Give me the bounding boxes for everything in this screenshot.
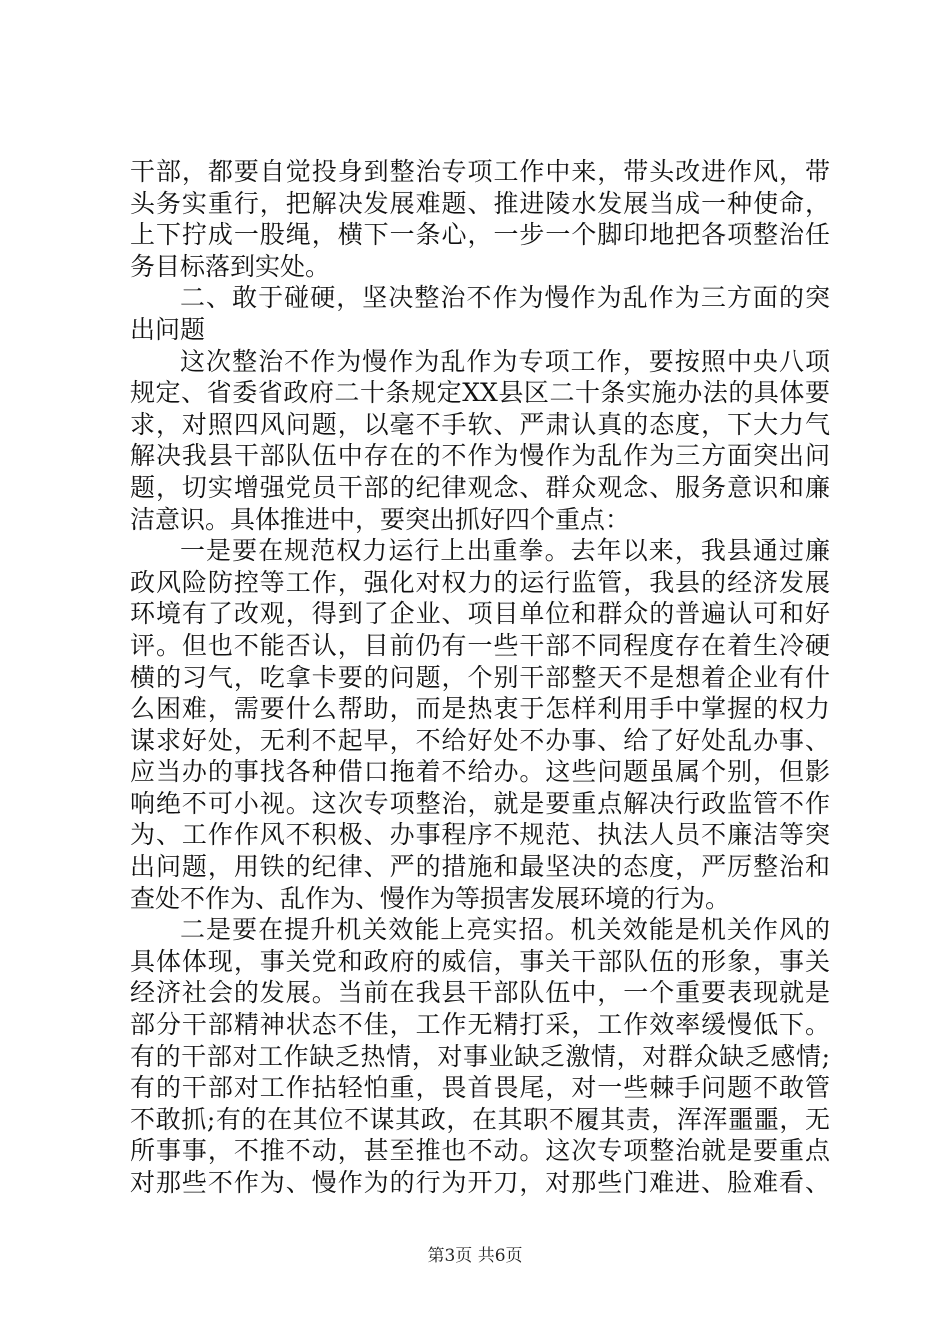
text-line: 环境有了改观，得到了企业、项目单位和群众的普遍认可和好 [130, 599, 830, 629]
text-line: 规定、省委省政府二十条规定XX县区二十条实施办法的具体要 [130, 378, 830, 408]
text-line: 有的干部对工作拈轻怕重，畏首畏尾，对一些棘手问题不敢管 [130, 1073, 830, 1103]
page-number-label: 第3页 共6页 [427, 1246, 523, 1266]
text-line: 一是要在规范权力运行上出重拳。去年以来，我县通过廉 [180, 536, 830, 566]
text-line: 横的习气，吃拿卡要的问题，个别干部整天不是想着企业有什 [130, 662, 830, 692]
text-line: 谋求好处，无利不起早，不给好处不办事、给了好处乱办事、 [130, 725, 830, 755]
text-line: 有的干部对工作缺乏热情，对事业缺乏激情，对群众缺乏感情; [130, 1041, 830, 1071]
text-line: 务目标落到实处。 [130, 251, 331, 281]
text-line: 题，切实增强党员干部的纪律观念、群众观念、服务意识和廉 [130, 472, 830, 502]
text-line: 干部，都要自觉投身到整治专项工作中来，带头改进作风，带 [130, 157, 830, 186]
text-line: 应当办的事找各种借口拖着不给办。这些问题虽属个别，但影 [130, 757, 830, 787]
text-line: 出问题 [130, 314, 206, 344]
text-line: 二是要在提升机关效能上亮实招。机关效能是机关作风的 [180, 915, 830, 945]
document-body [130, 156, 830, 1199]
text-line: 评。但也不能否认，目前仍有一些干部不同程度存在着生冷硬 [130, 630, 830, 660]
text-line: 头务实重行，把解决发展难题、推进陵水发展当成一种使命， [130, 188, 830, 218]
text-line: 部分干部精神状态不佳，工作无精打采，工作效率缓慢低下。 [130, 1010, 830, 1040]
text-line: 政风险防控等工作，强化对权力的运行监管，我县的经济发展 [130, 567, 830, 597]
text-line: 么困难，需要什么帮助，而是热衷于怎样利用手中掌握的权力 [130, 694, 830, 724]
text-line: 二、敢于碰硬，坚决整治不作为慢作为乱作为三方面的突 [180, 283, 830, 313]
text-line: 查处不作为、乱作为、慢作为等损害发展环境的行为。 [130, 883, 731, 913]
text-line: 不敢抓;有的在其位不谋其政，在其职不履其责，浑浑噩噩，无 [130, 1104, 830, 1134]
text-line: 出问题，用铁的纪律、严的措施和最坚决的态度，严厉整治和 [130, 852, 830, 882]
page-footer [0, 1241, 950, 1266]
text-line: 所事事，不推不动，甚至推也不动。这次专项整治就是要重点 [130, 1136, 830, 1166]
text-line: 经济社会的发展。当前在我县干部队伍中，一个重要表现就是 [130, 978, 830, 1008]
text-line: 为、工作作风不积极、办事程序不规范、执法人员不廉洁等突 [130, 820, 830, 850]
text-line: 解决我县干部队伍中存在的不作为慢作为乱作为三方面突出问 [130, 441, 830, 471]
text-line: 求，对照四风问题，以毫不手软、严肃认真的态度，下大力气 [130, 409, 830, 439]
text-line: 上下拧成一股绳，横下一条心，一步一个脚印地把各项整治任 [130, 220, 830, 250]
text-line: 具体体现，事关党和政府的威信，事关干部队伍的形象，事关 [130, 946, 830, 976]
text-line: 这次整治不作为慢作为乱作为专项工作，要按照中央八项 [180, 346, 830, 376]
text-line: 洁意识。具体推进中，要突出抓好四个重点： [130, 504, 631, 534]
text-line: 响绝不可小视。这次专项整治，就是要重点解决行政监管不作 [130, 788, 830, 818]
text-line: 对那些不作为、慢作为的行为开刀，对那些门难进、脸难看、 [130, 1168, 830, 1197]
